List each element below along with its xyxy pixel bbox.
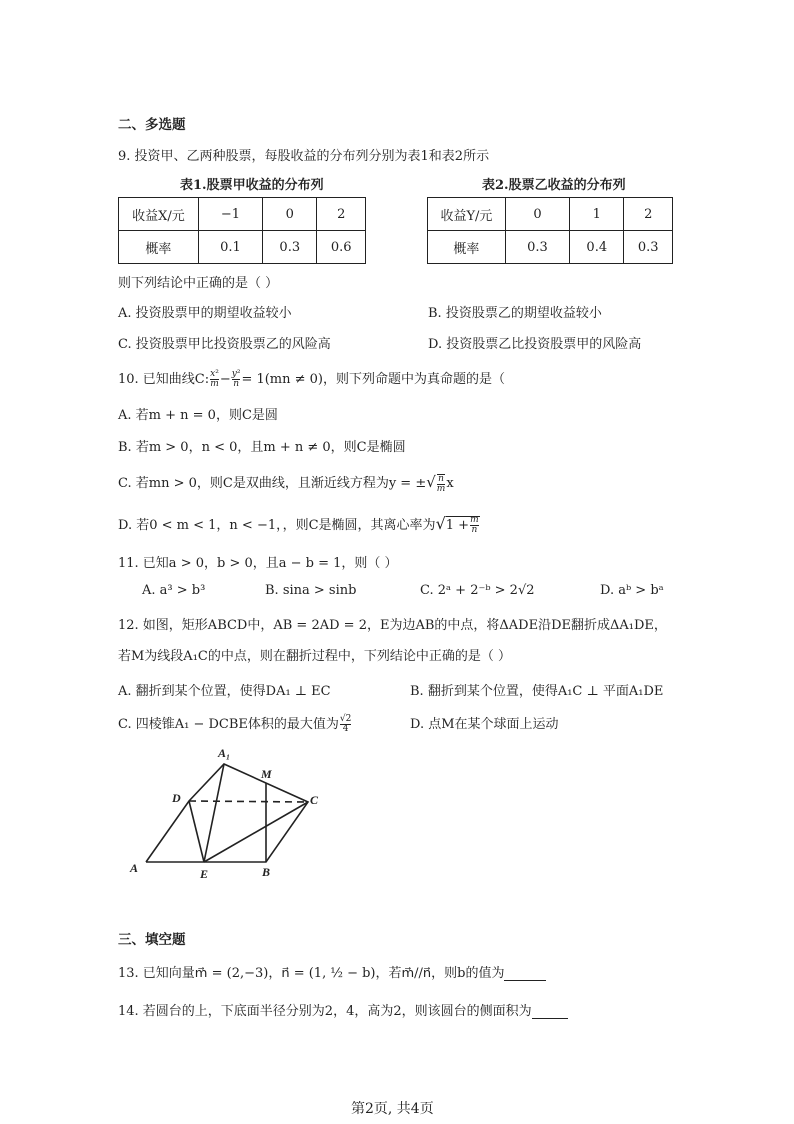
q9-stem: 9. 投资甲、乙两种股票，每股收益的分布列分别为表1和表2所示 bbox=[118, 149, 490, 164]
table1-cell: 概率 bbox=[119, 231, 199, 264]
q9-option-a: A. 投资股票甲的期望收益较小 bbox=[118, 306, 292, 321]
answer-blank[interactable] bbox=[532, 1006, 568, 1019]
fraction-y2-over-n: $\frac{\text{y²}}{n}$ bbox=[231, 369, 241, 389]
answer-blank[interactable] bbox=[504, 968, 546, 981]
q11-stem: 11. 已知a > 0，b > 0，且a − b = 1，则（ ） bbox=[118, 556, 398, 571]
label-a: A bbox=[130, 861, 139, 875]
sqrt-radicand bbox=[446, 516, 480, 533]
table1 bbox=[118, 197, 366, 264]
table2-cell: 收益Y/元 bbox=[428, 198, 506, 231]
sqrt-sign: √ bbox=[426, 473, 436, 491]
table1-cell: 2 bbox=[317, 198, 366, 231]
label-e: E bbox=[200, 867, 209, 881]
q14-text: 14. 若圆台的上，下底面半径分别为2，4，高为2，则该圆台的侧面积为 bbox=[118, 1004, 532, 1019]
q10-option-b: B. 若m > 0，n < 0，且m + n ≠ 0，则C是椭圆 bbox=[118, 440, 406, 455]
table1-cell: 收益X/元 bbox=[119, 198, 199, 231]
table2-cell: 2 bbox=[624, 198, 673, 231]
table2-cell: 0.3 bbox=[505, 231, 569, 264]
table2-caption: 表2.股票乙收益的分布列 bbox=[482, 178, 626, 193]
section-heading-multiple-choice: 二、多选题 bbox=[118, 117, 186, 133]
q10-stem-prefix: 10. 已知曲线C: bbox=[118, 372, 210, 387]
table2-cell: 1 bbox=[570, 198, 624, 231]
q12-line1: 12. 如图，矩形ABCD中，AB = 2AD = 2，E为边AB的中点，将ΔADE沿DE翻折成ΔA₁DE， bbox=[118, 618, 667, 633]
segment-a1e bbox=[204, 764, 224, 862]
fraction-sqrt2-over-4: $\frac{√2}{4}$ bbox=[339, 714, 352, 734]
table2-cell: 0 bbox=[505, 198, 569, 231]
segment-ec bbox=[204, 802, 308, 862]
figure-outline bbox=[146, 764, 308, 862]
q11-option-d: D. aᵇ > bᵃ bbox=[600, 583, 664, 598]
fraction-x2-over-m: $\frac{\text{x²}}{m}$ bbox=[210, 369, 219, 389]
q10-stem: 10. 已知曲线C: $\frac{\text{x²}}{m}$ − $\frac{\text{y²}}{n}$ = 1(mn ≠ 0)，则下列命题中为真命题的是（ bbox=[118, 369, 506, 389]
q13 bbox=[118, 962, 546, 981]
q12-option-c-text: C. 四棱锥A₁ − DCBE体积的最大值为 bbox=[118, 717, 339, 732]
q10-option-d-text: D. 若0 < m < 1，n < −1，，则C是椭圆，其离心率为 bbox=[118, 518, 436, 533]
fraction-m-over-n: $\frac{m}{n}$ bbox=[470, 515, 479, 535]
table1-cell: 0.1 bbox=[198, 231, 262, 264]
q14 bbox=[118, 1000, 568, 1019]
q12-line2: 若M为线段A₁C的中点，则在翻折过程中，下列结论中正确的是（ ） bbox=[118, 649, 511, 664]
label-m: M bbox=[261, 767, 272, 781]
q12-option-c bbox=[118, 713, 352, 734]
q10-stem-suffix: = 1(mn ≠ 0)，则下列命题中为真命题的是（ bbox=[241, 372, 506, 387]
q13-text: 13. 已知向量m⃗ = (2,−3)，n⃗ = (1, ½ − b)，若m⃗//n⃗，则b的值为 bbox=[118, 966, 505, 981]
table1-cell: 0.6 bbox=[317, 231, 366, 264]
sqrt-sign: √ bbox=[435, 514, 446, 533]
q9-option-b: B. 投资股票乙的期望收益较小 bbox=[428, 306, 602, 321]
label-d: D bbox=[172, 791, 181, 805]
q10-option-d bbox=[118, 514, 480, 535]
q9-option-c: C. 投资股票甲比投资股票乙的风险高 bbox=[118, 337, 331, 352]
q10-option-c bbox=[118, 472, 454, 494]
segment-dc-hidden bbox=[189, 801, 308, 802]
fraction-n-over-m: $\frac{n}{m}$ bbox=[436, 473, 446, 494]
q9-prompt: 则下列结论中正确的是（ ） bbox=[118, 276, 279, 291]
q11-option-a: A. a³ > b³ bbox=[142, 583, 206, 598]
q9-option-d: D. 投资股票乙比投资股票甲的风险高 bbox=[428, 337, 642, 352]
q12-option-a: A. 翻折到某个位置，使得DA₁ ⊥ EC bbox=[118, 684, 331, 699]
q12-option-d: D. 点M在某个球面上运动 bbox=[410, 717, 559, 732]
table2-cell: 0.4 bbox=[570, 231, 624, 264]
folding-figure bbox=[120, 740, 330, 885]
label-a1: A₁ bbox=[218, 746, 231, 760]
table2-cell: 概率 bbox=[428, 231, 506, 264]
table2 bbox=[427, 197, 673, 264]
table2-cell: 0.3 bbox=[624, 231, 673, 264]
q10-option-c-tail: x bbox=[446, 476, 454, 491]
label-b: B bbox=[262, 865, 271, 879]
table1-cell: −1 bbox=[198, 198, 262, 231]
page-footer: 第2页, 共4页 bbox=[351, 1101, 434, 1117]
segment-de bbox=[189, 801, 204, 862]
q10-option-d-tail: 1 + bbox=[445, 518, 470, 533]
q11-option-b: B. sina > sinb bbox=[265, 583, 357, 598]
q10-option-a: A. 若m + n = 0，则C是圆 bbox=[118, 408, 278, 423]
section-heading-fill-in: 三、填空题 bbox=[118, 932, 186, 948]
q10-option-c-text: C. 若mn > 0，则C是双曲线，且渐近线方程为y = ± bbox=[118, 476, 427, 491]
label-c: C bbox=[310, 793, 319, 807]
table1-cell: 0.3 bbox=[263, 231, 317, 264]
table1-caption: 表1.股票甲收益的分布列 bbox=[180, 178, 324, 193]
q12-option-b: B. 翻折到某个位置，使得A₁C ⊥ 平面A₁DE bbox=[410, 684, 664, 699]
table1-cell: 0 bbox=[263, 198, 317, 231]
q11-option-c: C. 2ᵃ + 2⁻ᵇ > 2√2 bbox=[420, 583, 535, 598]
